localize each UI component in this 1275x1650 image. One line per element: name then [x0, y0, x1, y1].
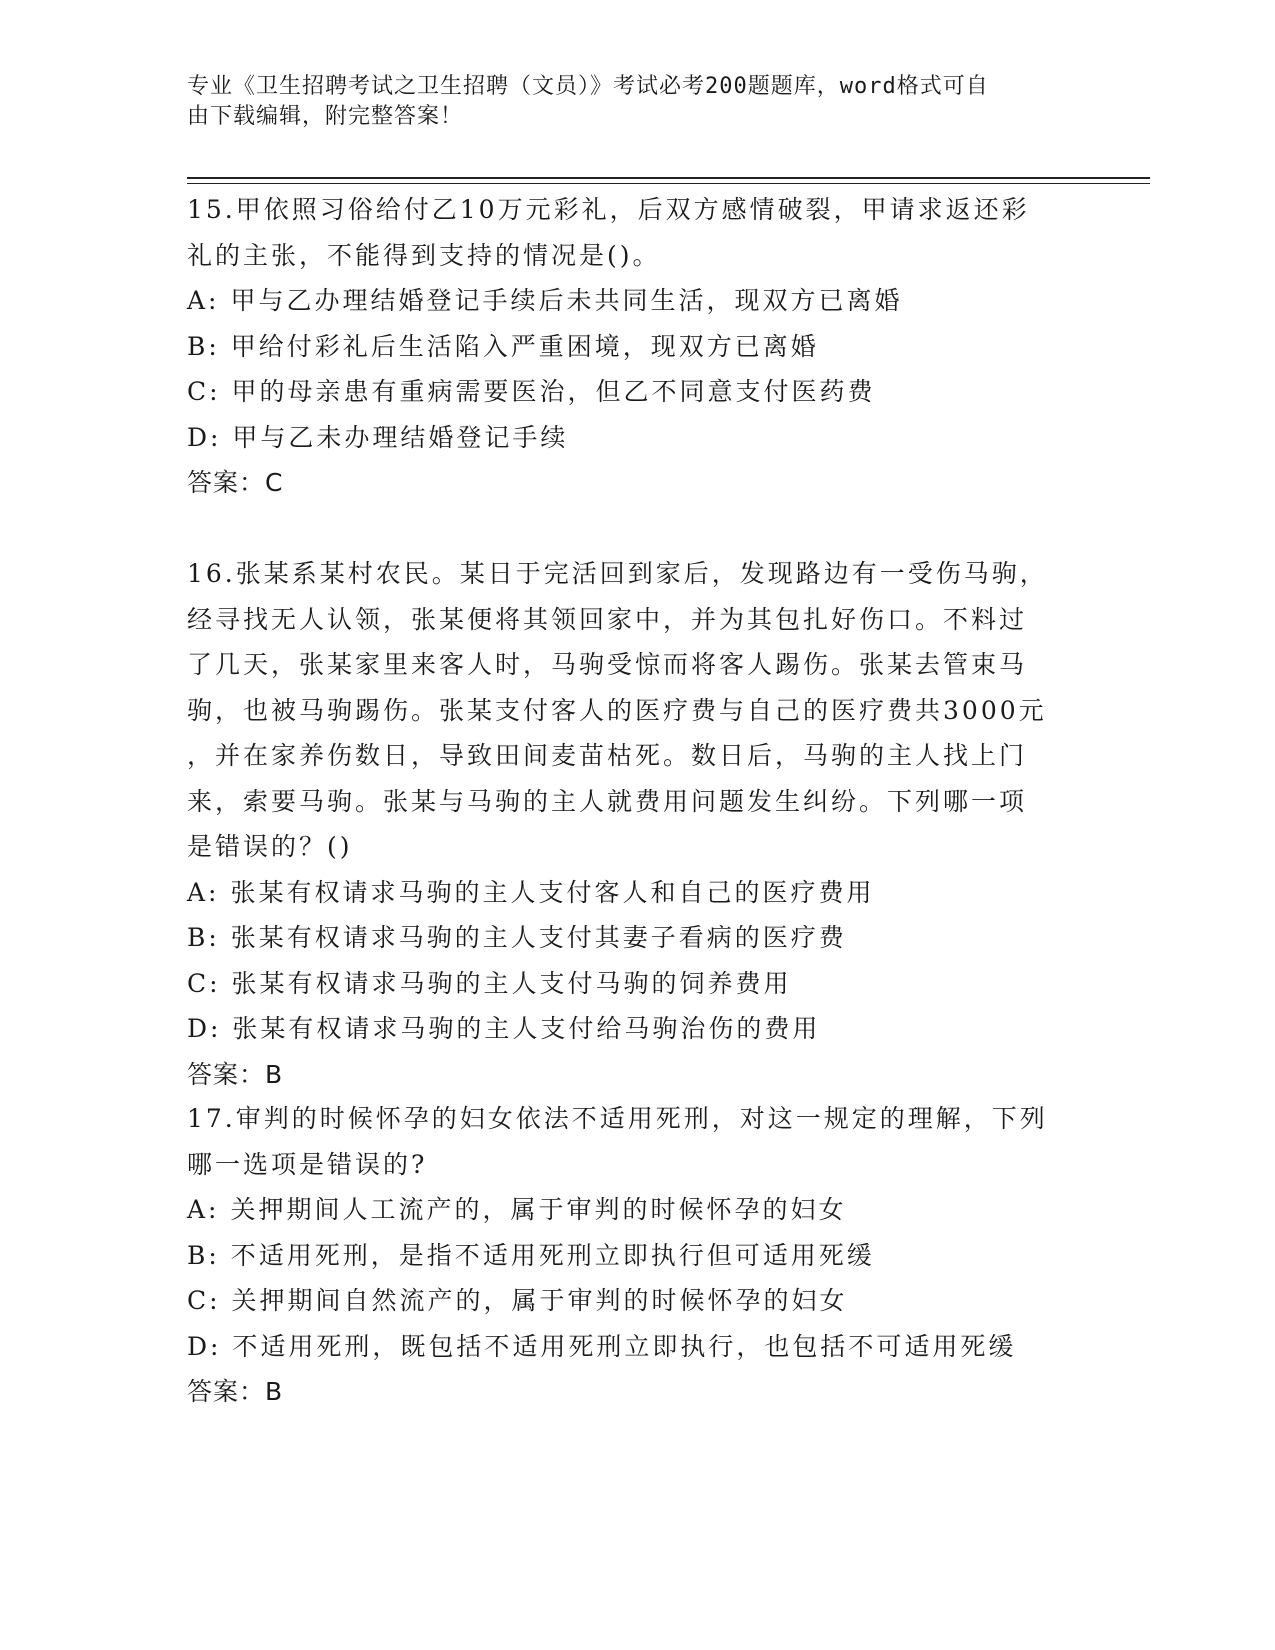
- option-text: 甲给付彩礼后生活陷入严重困境，现双方已离婚: [230, 331, 819, 361]
- option-key: C:: [187, 968, 221, 998]
- question-text-line: 是错误的？(): [187, 832, 353, 861]
- question-15: [187, 187, 1087, 506]
- option-b: [187, 915, 1087, 961]
- option-key: D:: [187, 1014, 222, 1043]
- option-a: [187, 278, 1087, 324]
- option-text: 甲的母亲患有重病需要医治，但乙不同意支付医药费: [231, 377, 876, 406]
- question-text-line: 15.甲依照习俗给付乙10万元彩礼，后双方感情破裂，甲请求返还彩: [187, 195, 1030, 224]
- option-a: [187, 870, 1087, 916]
- question-text-line: 16.张某系某村农民。某日于完活回到家后，发现路边有一受伤马驹，: [187, 559, 1048, 588]
- question-text-line: 驹，也被马驹踢伤。张某支付客人的医疗费与自己的医疗费共3000元: [187, 695, 1047, 725]
- option-b: [187, 324, 1087, 370]
- option-text: 不适用死刑，既包括不适用死刑立即执行，也包括不可适用死缓: [232, 1331, 1017, 1361]
- option-key: A:: [187, 1195, 220, 1224]
- option-key: B:: [187, 923, 220, 952]
- question-text-line: 来，索要马驹。张某与马驹的主人就费用问题发生纠纷。下列哪一项: [187, 786, 1028, 816]
- option-key: B:: [187, 1240, 220, 1270]
- option-text: 甲与乙办理结婚登记手续后未共同生活，现双方已离婚: [230, 286, 903, 315]
- question-text-line: ，并在家养伤数日，导致田间麦苗枯死。数日后，马驹的主人找上门: [187, 741, 1028, 770]
- option-b: [187, 1233, 1087, 1279]
- option-text: 关押期间人工流产的，属于审判的时候怀孕的妇女: [230, 1195, 847, 1224]
- question-16: [187, 551, 1087, 1097]
- question-17: [187, 1096, 1087, 1415]
- option-key: D:: [187, 1331, 222, 1361]
- question-text-line: 经寻找无人认领，张某便将其领回家中，并为其包扎好伤口。不料过: [187, 604, 1028, 634]
- answer-label: 答案：B: [187, 1377, 284, 1406]
- option-key: B:: [187, 331, 220, 361]
- option-text: 张某有权请求马驹的主人支付给马驹治伤的费用: [232, 1014, 821, 1043]
- option-d: [187, 1324, 1087, 1370]
- option-key: C:: [187, 377, 221, 406]
- option-text: 不适用死刑，是指不适用死刑立即执行但可适用死缓: [230, 1240, 875, 1270]
- option-c: [187, 1278, 1087, 1324]
- document-header: [187, 72, 1067, 132]
- answer-label: 答案：B: [187, 1059, 284, 1089]
- option-key: C:: [187, 1286, 221, 1315]
- answer-label: 答案：C: [187, 468, 284, 497]
- option-text: 张某有权请求马驹的主人支付其妻子看病的医疗费: [230, 923, 847, 952]
- question-text-line: 17.审判的时候怀孕的妇女依法不适用死刑，对这一规定的理解，下列: [187, 1104, 1048, 1133]
- question-text-line: 了几天，张某家里来客人时，马驹受惊而将客人踢伤。张某去管束马: [187, 650, 1028, 679]
- option-text: 关押期间自然流产的，属于审判的时候怀孕的妇女: [231, 1286, 848, 1315]
- option-text: 张某有权请求马驹的主人支付客人和自己的医疗费用: [230, 877, 875, 907]
- option-a: [187, 1187, 1087, 1233]
- option-text: 张某有权请求马驹的主人支付马驹的饲养费用: [231, 968, 792, 998]
- option-key: D:: [187, 422, 222, 452]
- option-d: [187, 1006, 1087, 1052]
- header-line-1: 专业《卫生招聘考试之卫生招聘（文员）》考试必考200题题库，word格式可自: [187, 74, 989, 99]
- option-c: [187, 369, 1087, 415]
- option-d: [187, 415, 1087, 461]
- question-text-line: 哪一选项是错误的?: [187, 1149, 428, 1179]
- option-key: A:: [187, 877, 220, 907]
- option-c: [187, 961, 1087, 1007]
- header-divider-thick: [187, 177, 1150, 179]
- question-text-line: 礼的主张，不能得到支持的情况是()。: [187, 240, 661, 270]
- header-line-2: 由下载编辑，附完整答案！: [187, 104, 464, 129]
- option-key: A:: [187, 286, 220, 315]
- header-divider-thin: [187, 183, 1150, 184]
- option-text: 甲与乙未办理结婚登记手续: [232, 422, 569, 452]
